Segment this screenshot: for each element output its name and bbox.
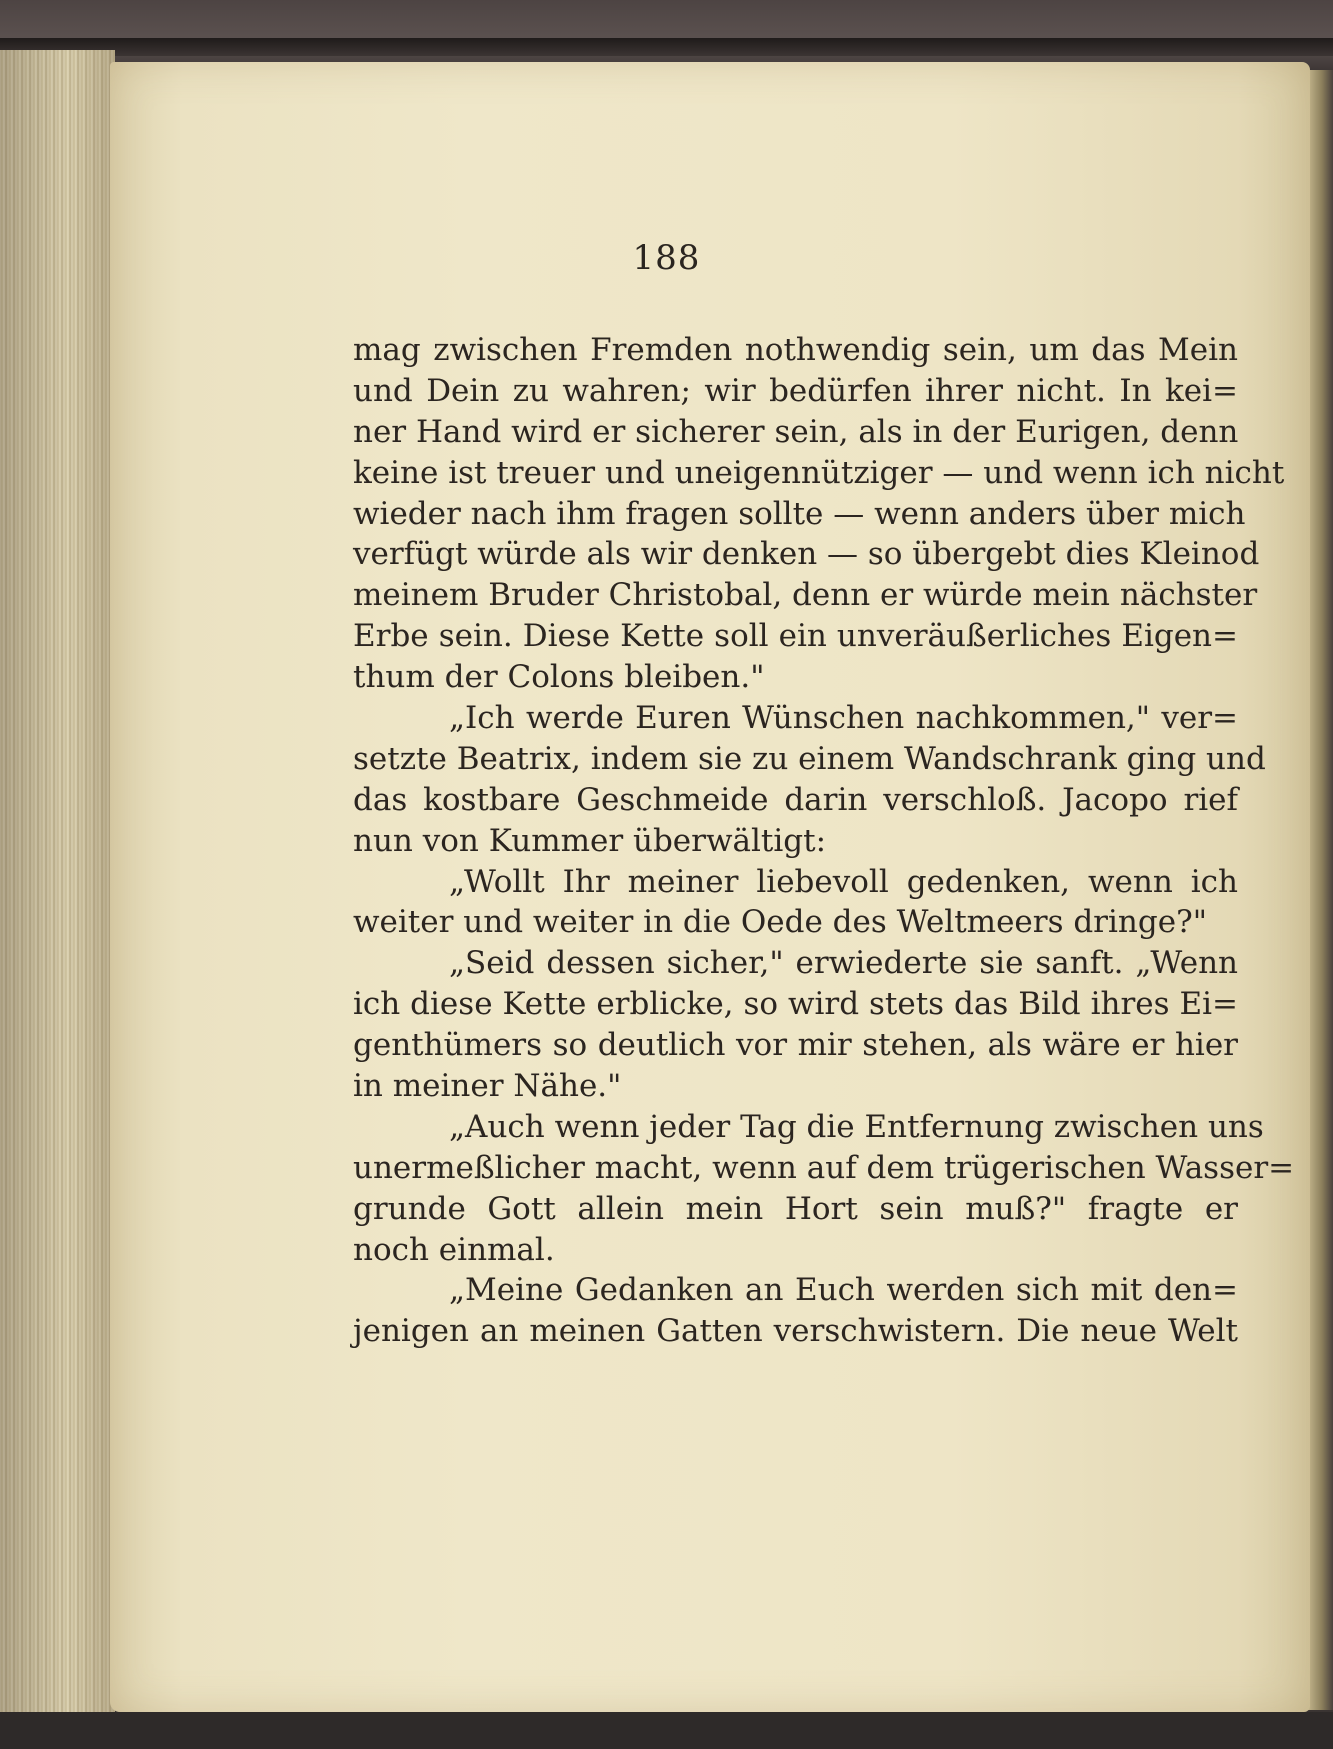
text-line: jenigen an meinen Gatten verschwistern. Die neue Welt — [353, 1313, 1238, 1350]
text-line: „Meine Gedanken an Euch werden sich mit den= — [449, 1272, 1238, 1309]
text-line: in meiner Nähe." — [353, 1068, 622, 1105]
book-bottom-edge — [0, 1712, 1333, 1749]
text-line: keine ist treuer und uneigennütziger — und wenn ich nicht — [353, 454, 1285, 491]
text-line: meinem Bruder Christobal, denn er würde mein nächster — [353, 577, 1258, 614]
text-line: nun von Kummer überwältigt: — [353, 822, 827, 859]
text-line: das kostbare Geschmeide darin verschloß. Jacopo rief — [353, 781, 1238, 818]
text-line: mag zwischen Fremden nothwendig sein, um das Mein — [353, 332, 1238, 368]
text-line: thum der Colons bleiben." — [353, 659, 765, 696]
text-line: Erbe sein. Diese Kette soll ein unveräußerliches Eigen= — [353, 618, 1238, 655]
text-line: setzte Beatrix, indem sie zu einem Wandschrank ging und — [353, 740, 1266, 777]
text-line: „Wollt Ihr meiner liebevoll gedenken, wenn ich — [449, 863, 1238, 900]
text-line: ich diese Kette erblicke, so wird stets das Bild ihres Ei= — [353, 986, 1238, 1023]
text-line: „Auch wenn jeder Tag die Entfernung zwischen uns — [449, 1108, 1264, 1145]
text-line: wieder nach ihm fragen sollte — wenn anders über mich — [353, 495, 1246, 532]
text-line: ner Hand wird er sicherer sein, als in der Eurigen, denn — [353, 413, 1239, 450]
text-line: genthümers so deutlich vor mir stehen, als wäre er hier — [353, 1027, 1238, 1064]
page-text — [353, 330, 1295, 1352]
text-line: unermeßlicher macht, wenn auf dem trügerischen Wasser= — [353, 1149, 1295, 1186]
text-line: noch einmal. — [353, 1231, 555, 1268]
text-line: „Ich werde Euren Wünschen nachkommen," ver= — [449, 700, 1238, 737]
book-cover-edge — [0, 38, 1333, 56]
text-line: „Seid dessen sicher," erwiederte sie sanft. „Wenn — [449, 945, 1238, 982]
text-line: weiter und weiter in die Oede des Weltmeers dringe?" — [353, 904, 1207, 941]
book-cover-top — [0, 0, 1333, 70]
page-number: 188 — [632, 238, 701, 278]
page-stack-shade — [0, 50, 115, 1720]
text-line: verfügt würde als wir denken — so übergebt dies Kleinod — [353, 536, 1260, 573]
text-line: grunde Gott allein mein Hort sein muß?" fragte er — [353, 1190, 1238, 1227]
text-line: und Dein zu wahren; wir bedürfen ihrer nicht. In kei= — [353, 372, 1238, 409]
